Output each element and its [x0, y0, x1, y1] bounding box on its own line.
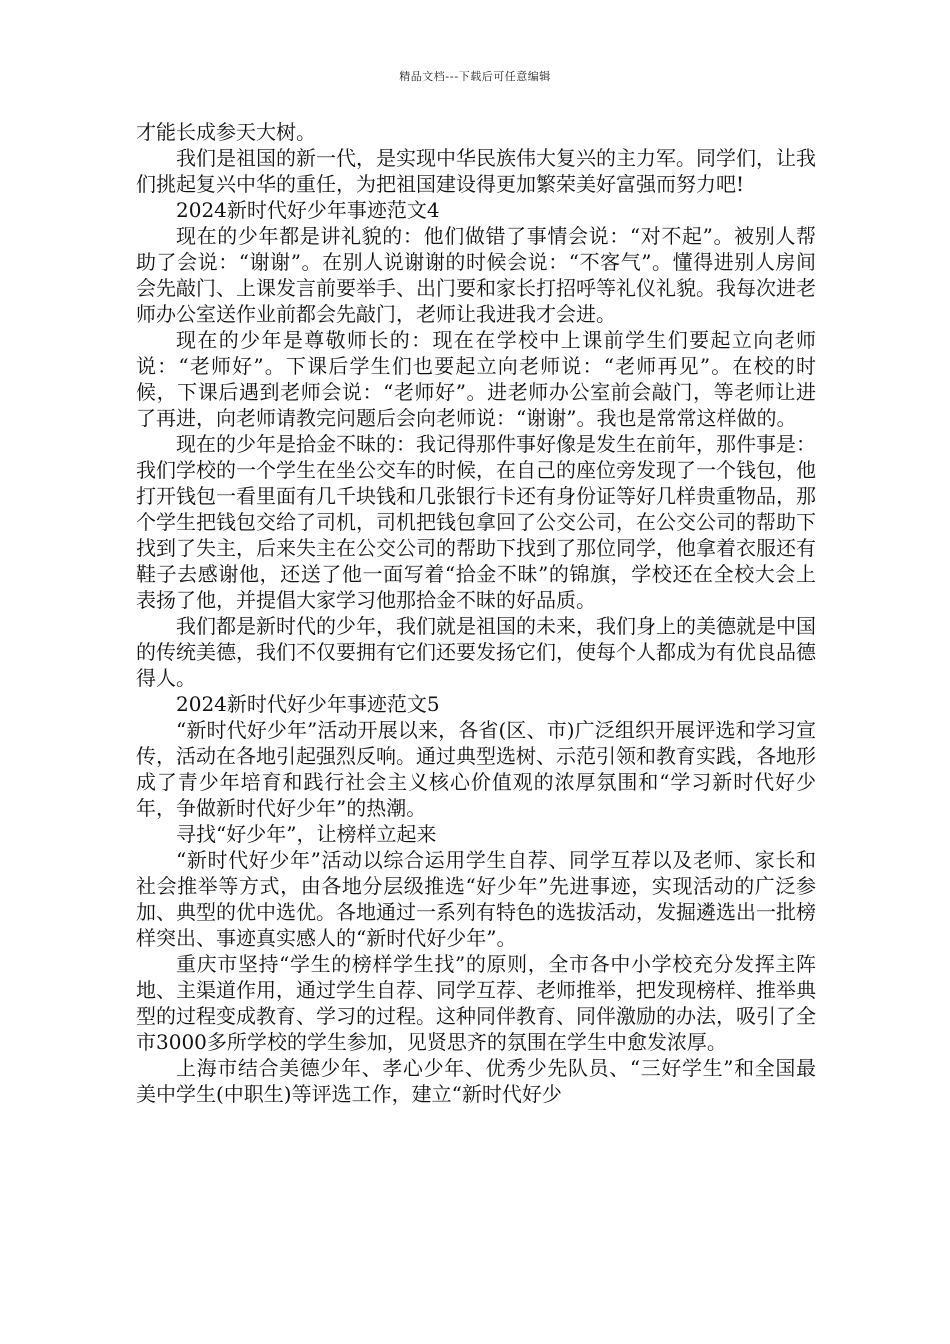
paragraph: 现在的少年是尊敬师长的：现在在学校中上课前学生们要起立向老师说：“老师好”。下课后学生们也要起立向老师说：“老师再见”。在校的时候，下课后遇到老师会说：“老师好”。进老师办公室前会敲门，等老师让进了再进，向老师请教完问题后会向老师说：“谢谢”。我也是常常这样做的。 [136, 328, 816, 430]
paragraph: 现在的少年是拾金不昧的：我记得那件事好像是发生在前年，那件事是：我们学校的一个学生在坐公交车的时候，在自己的座位旁发现了一个钱包，他打开钱包一看里面有几千块钱和几张银行卡还有身份证等好几样贵重物品，那个学生把钱包交给了司机，司机把钱包拿回了公交公司，在公交公司的帮助下找到了失主，后来失主在公交公司的帮助下找到了那位同学，他拿着衣服还有鞋子去感谢他，还送了他一面写着“拾金不昧”的锦旗，学校还在全校大会上表扬了他，并提倡大家学习他那拾金不昧的好品质。 [136, 432, 816, 612]
paragraph: 我们都是新时代的少年，我们就是祖国的未来，我们身上的美德就是中国的传统美德，我们不仅要拥有它们还要发扬它们，使每个人都成为有优良品德得人。 [136, 614, 816, 690]
paragraph: 上海市结合美德少年、孝心少年、优秀少先队员、“三好学生”和全国最美中学生(中职生)等评选工作，建立“新时代好少 [136, 1056, 816, 1106]
page-header: 精品文档---下载后可任意编辑 [399, 70, 551, 83]
section-heading: 2024新时代好少年事迹范文4 [176, 198, 440, 222]
paragraph: 才能长成参天大树。 [136, 120, 316, 144]
paragraph: 重庆市坚持“学生的榜样学生找”的原则，全市各中小学校充分发挥主阵地、主渠道作用，通过学生自荐、同学互荐、老师推举，把发现榜样、推举典型的过程变成教育、学习的过程。这种同伴教育、同伴激励的办法，吸引了全市3000多所学校的学生参加，见贤思齐的氛围在学生中愈发浓厚。 [136, 952, 816, 1054]
subheading: 寻找“好少年”，让榜样立起来 [176, 822, 437, 846]
paragraph: 我们是祖国的新一代，是实现中华民族伟大复兴的主力军。同学们，让我们挑起复兴中华的重任，为把祖国建设得更加繁荣美好富强而努力吧! [136, 146, 816, 196]
document-body [136, 119, 816, 1107]
paragraph: “新时代好少年”活动开展以来，各省(区、市)广泛组织开展评选和学习宣传，活动在各地引起强烈反响。通过典型选树、示范引领和教育实践，各地形成了青少年培育和践行社会主义核心价值观的浓厚氛围和“学习新时代好少年，争做新时代好少年”的热潮。 [136, 718, 816, 820]
paragraph: 现在的少年都是讲礼貌的：他们做错了事情会说：“对不起”。被别人帮助了会说：“谢谢”。在别人说谢谢的时候会说：“不客气”。懂得进别人房间会先敲门、上课发言前要举手、出门要和家长打招呼等礼仪礼貌。我每次进老师办公室送作业前都会先敲门，老师让我进我才会进。 [136, 224, 816, 326]
paragraph: “新时代好少年”活动以综合运用学生自荐、同学互荐以及老师、家长和社会推举等方式，由各地分层级推选“好少年”先进事迹，实现活动的广泛参加、典型的优中选优。各地通过一系列有特色的选拔活动，发掘遴选出一批榜样突出、事迹真实感人的“新时代好少年”。 [136, 848, 816, 950]
section-heading: 2024新时代好少年事迹范文5 [176, 692, 440, 716]
